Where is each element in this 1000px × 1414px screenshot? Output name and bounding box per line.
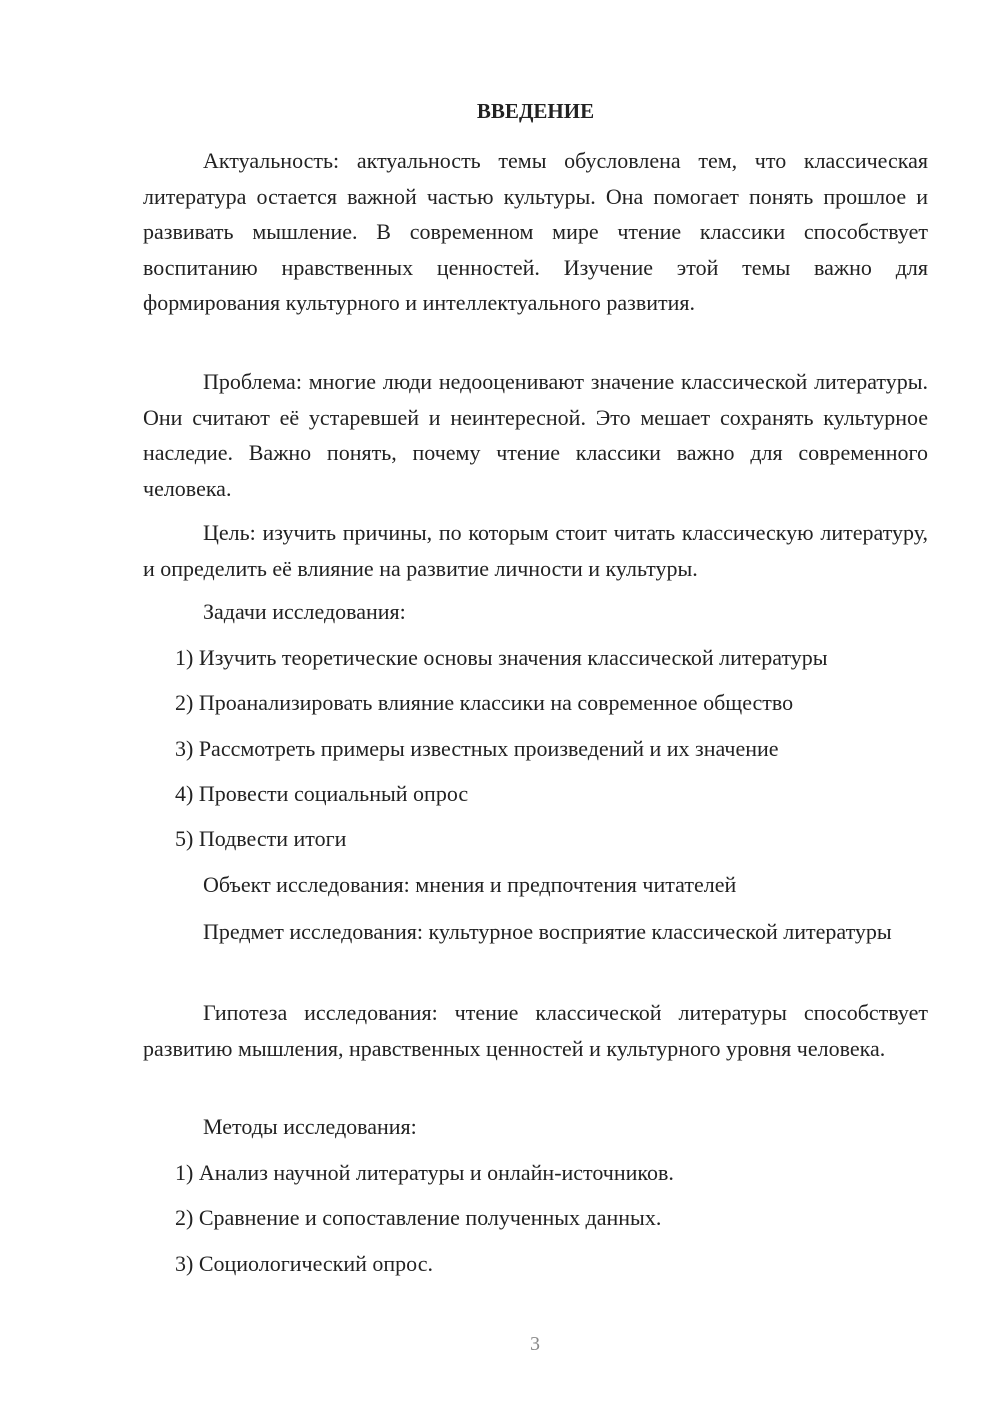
tasks-heading: Задачи исследования: bbox=[203, 599, 406, 624]
task-item: 1) Изучить теоретические основы значения классической литературы bbox=[175, 645, 828, 670]
method-item: 3) Социологический опрос. bbox=[175, 1251, 433, 1276]
task-item: 5) Подвести итоги bbox=[175, 826, 347, 851]
task-item: 3) Рассмотреть примеры известных произведений и их значение bbox=[175, 736, 779, 761]
method-item: 1) Анализ научной литературы и онлайн-источников. bbox=[175, 1160, 674, 1185]
hypothesis-paragraph: Гипотеза исследования: чтение классической литературы способствует развитию мышления, нравственных ценностей и культурного уровня человека. bbox=[143, 1000, 928, 1061]
problem-paragraph: Проблема: многие люди недооценивают значение классической литературы. Они считают её устаревшей и неинтересной. Это мешает сохранять культурное наследие. Важно понять, почему чтение классики важно для современного человека. bbox=[143, 369, 928, 501]
research-subject-paragraph: Предмет исследования: культурное восприятие классической литературы bbox=[203, 919, 892, 944]
page-title: ВВЕДЕНИЕ bbox=[476, 99, 595, 123]
goal-paragraph: Цель: изучить причины, по которым стоит читать классическую литературу, и определить её влияние на развитие личности и культуры. bbox=[143, 520, 928, 581]
method-item: 2) Сравнение и сопоставление полученных данных. bbox=[175, 1205, 662, 1230]
relevance-paragraph: Актуальность: актуальность темы обусловлена тем, что классическая литература остается важной частью культуры. Она помогает понять прошлое и развивать мышление. В современном мире чтение классики способствует воспитанию нравственных ценностей. Изучение этой темы важно для формирования культурного и интеллектуального развития. bbox=[143, 148, 928, 315]
task-item: 2) Проанализировать влияние классики на современное общество bbox=[175, 690, 794, 715]
task-item: 4) Провести социальный опрос bbox=[175, 781, 469, 806]
page-number: 3 bbox=[530, 1333, 540, 1355]
methods-heading: Методы исследования: bbox=[203, 1114, 417, 1139]
research-object: Объект исследования: мнения и предпочтения читателей bbox=[203, 872, 737, 897]
